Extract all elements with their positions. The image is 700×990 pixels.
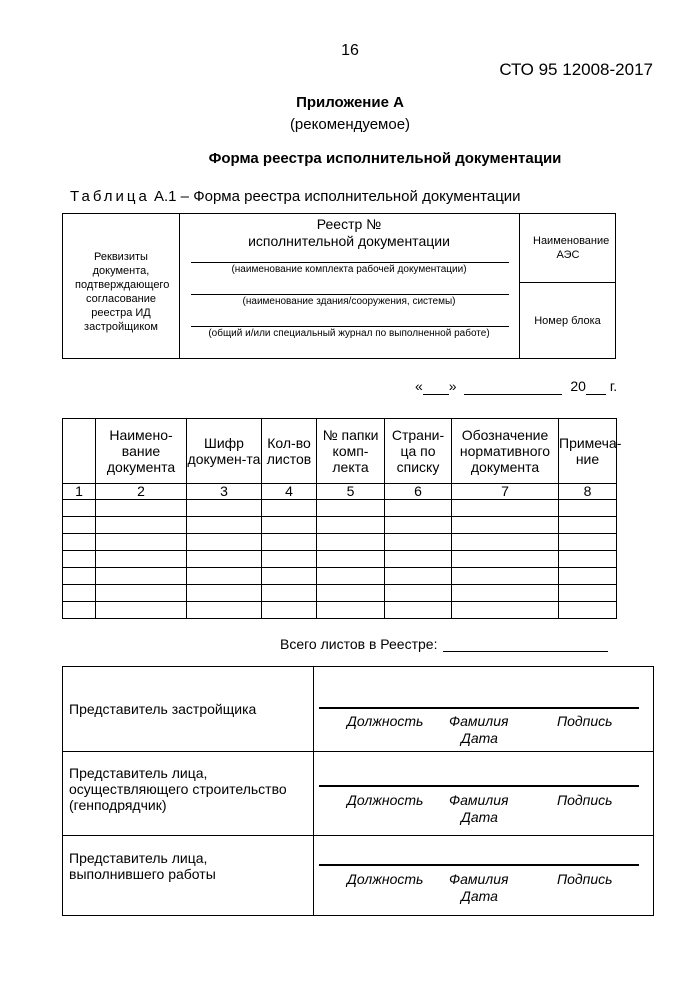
date-label: Дата xyxy=(461,809,498,825)
form-title: Форма реестра исполнительной документации xyxy=(208,150,562,167)
building-hint: (наименование здания/сооружения, системы) xyxy=(242,296,456,307)
blank-cell xyxy=(317,602,385,619)
total-sheets-label: Всего листов в Реестре: xyxy=(280,636,438,652)
developer-representative-label: Представитель застройщика xyxy=(69,701,257,717)
blank-cell xyxy=(96,534,187,551)
blank-cell xyxy=(452,585,559,602)
blank-row xyxy=(63,500,617,517)
register-date xyxy=(415,378,617,395)
blank-cell xyxy=(187,517,262,534)
col-number: 3 xyxy=(187,484,262,500)
surname-label: Фамилия xyxy=(449,871,509,887)
blank-cell xyxy=(452,500,559,517)
blank-cell xyxy=(187,534,262,551)
contractor-representative-label: Представитель лица, осуществляющего строительство (генподрядчик) xyxy=(69,765,287,813)
year-blank xyxy=(586,378,606,395)
blank-cell xyxy=(452,534,559,551)
signature-row-divider-2 xyxy=(63,835,653,836)
blank-cell xyxy=(262,534,317,551)
col-number: 4 xyxy=(262,484,317,500)
blank-cell xyxy=(317,500,385,517)
signature-label: Подпись xyxy=(557,871,613,887)
blank-cell xyxy=(187,551,262,568)
col-header-7: Обозначение нормативного документа xyxy=(452,419,559,484)
blank-cell xyxy=(63,585,96,602)
col-number: 5 xyxy=(317,484,385,500)
signature-divider xyxy=(313,667,314,915)
year-prefix: 20 xyxy=(570,378,586,394)
blank-cell xyxy=(559,517,617,534)
npp-name-label: Наименование АЭС xyxy=(533,235,610,261)
blank-cell xyxy=(187,585,262,602)
block-number-label: Номер блока xyxy=(534,315,601,327)
col-number: 8 xyxy=(559,484,617,500)
blank-row xyxy=(63,551,617,568)
performer-signature-line xyxy=(319,864,639,866)
register-number-label: Реестр № xyxy=(316,216,382,232)
table-caption xyxy=(70,188,521,205)
blank-row xyxy=(63,585,617,602)
total-sheets-field xyxy=(443,651,608,652)
col-number: 2 xyxy=(96,484,187,500)
col-header-4: Кол-во листов xyxy=(262,419,317,484)
register-title: исполнительной документации xyxy=(248,233,450,249)
blank-row xyxy=(63,534,617,551)
col-header-5: № папки комп-лекта xyxy=(317,419,385,484)
register-header-row xyxy=(63,419,617,484)
header-divider-right xyxy=(519,214,520,358)
blank-cell xyxy=(262,585,317,602)
blank-cell xyxy=(317,534,385,551)
col-number: 1 xyxy=(63,484,96,500)
blank-cell xyxy=(187,568,262,585)
blank-cell xyxy=(262,500,317,517)
blank-cell xyxy=(385,585,452,602)
blank-cell xyxy=(96,551,187,568)
blank-cell xyxy=(559,585,617,602)
day-blank xyxy=(423,378,449,395)
blank-cell xyxy=(96,517,187,534)
blank-cell xyxy=(262,517,317,534)
appendix-title: Приложение А xyxy=(296,94,404,111)
blank-cell xyxy=(96,585,187,602)
blank-cell xyxy=(262,568,317,585)
surname-label: Фамилия xyxy=(449,792,509,808)
register-header-table xyxy=(62,213,616,359)
blank-row xyxy=(63,517,617,534)
quote-open: « xyxy=(415,378,423,394)
table-caption-text: А.1 – Форма реестра исполнительной документации xyxy=(154,188,521,205)
blank-cell xyxy=(317,517,385,534)
blank-cell xyxy=(262,602,317,619)
col-header-6: Страни-ца по списку xyxy=(385,419,452,484)
col-number: 7 xyxy=(452,484,559,500)
col-header-2: Наимено-вание документа xyxy=(96,419,187,484)
blank-row xyxy=(63,568,617,585)
year-suffix: г. xyxy=(609,378,618,394)
blank-row xyxy=(63,602,617,619)
journal-hint: (общий и/или специальный журнал по выполненной работе) xyxy=(208,328,490,339)
document-code: СТО 95 12008-2017 xyxy=(499,60,653,79)
blank-cell xyxy=(385,602,452,619)
blank-cell xyxy=(96,500,187,517)
blank-cell xyxy=(452,568,559,585)
contractor-signature-line xyxy=(319,785,639,787)
column-number-row xyxy=(63,484,617,500)
blank-cell xyxy=(63,551,96,568)
doc-set-hint: (наименование комплекта рабочей документации) xyxy=(231,264,467,275)
developer-signature-line xyxy=(319,707,639,709)
blank-cell xyxy=(317,568,385,585)
month-blank xyxy=(464,378,562,395)
blank-cell xyxy=(317,551,385,568)
blank-rows xyxy=(63,500,617,619)
signature-label: Подпись xyxy=(557,792,613,808)
blank-cell xyxy=(452,602,559,619)
blank-cell xyxy=(63,534,96,551)
signature-row-divider-1 xyxy=(63,751,653,752)
signature-label: Подпись xyxy=(557,713,613,729)
position-label: Должность xyxy=(347,792,424,808)
register-table xyxy=(62,418,622,619)
blank-cell xyxy=(385,568,452,585)
header-divider-aes xyxy=(519,282,615,283)
col-header-1 xyxy=(63,419,96,484)
blank-cell xyxy=(385,534,452,551)
blank-cell xyxy=(63,602,96,619)
blank-cell xyxy=(187,602,262,619)
position-label: Должность xyxy=(347,871,424,887)
col-header-3: Шифр докумен-та xyxy=(187,419,262,484)
blank-cell xyxy=(559,551,617,568)
page-number: 16 xyxy=(341,42,359,59)
blank-cell xyxy=(452,517,559,534)
blank-cell xyxy=(96,602,187,619)
blank-cell xyxy=(385,500,452,517)
date-label: Дата xyxy=(461,888,498,904)
blank-cell xyxy=(559,500,617,517)
date-label: Дата xyxy=(461,730,498,746)
blank-cell xyxy=(317,585,385,602)
blank-cell xyxy=(559,602,617,619)
blank-cell xyxy=(96,568,187,585)
blank-cell xyxy=(262,551,317,568)
approval-requisites: Реквизиты документа, подтверждающего согласование реестра ИД застройщиком xyxy=(75,251,170,333)
blank-cell xyxy=(559,568,617,585)
blank-cell xyxy=(385,517,452,534)
blank-cell xyxy=(187,500,262,517)
blank-cell xyxy=(63,500,96,517)
blank-cell xyxy=(452,551,559,568)
performer-representative-label: Представитель лица, выполнившего работы xyxy=(69,850,216,882)
surname-label: Фамилия xyxy=(449,713,509,729)
col-header-8: Примеча-ние xyxy=(559,419,617,484)
appendix-subtitle: (рекомендуемое) xyxy=(289,116,411,133)
blank-cell xyxy=(63,568,96,585)
blank-cell xyxy=(559,534,617,551)
blank-cell xyxy=(385,551,452,568)
quote-close: » xyxy=(448,378,457,394)
col-number: 6 xyxy=(385,484,452,500)
table-caption-label: Таблица xyxy=(70,188,150,205)
blank-cell xyxy=(63,517,96,534)
signature-table xyxy=(62,666,654,916)
position-label: Должность xyxy=(347,713,424,729)
